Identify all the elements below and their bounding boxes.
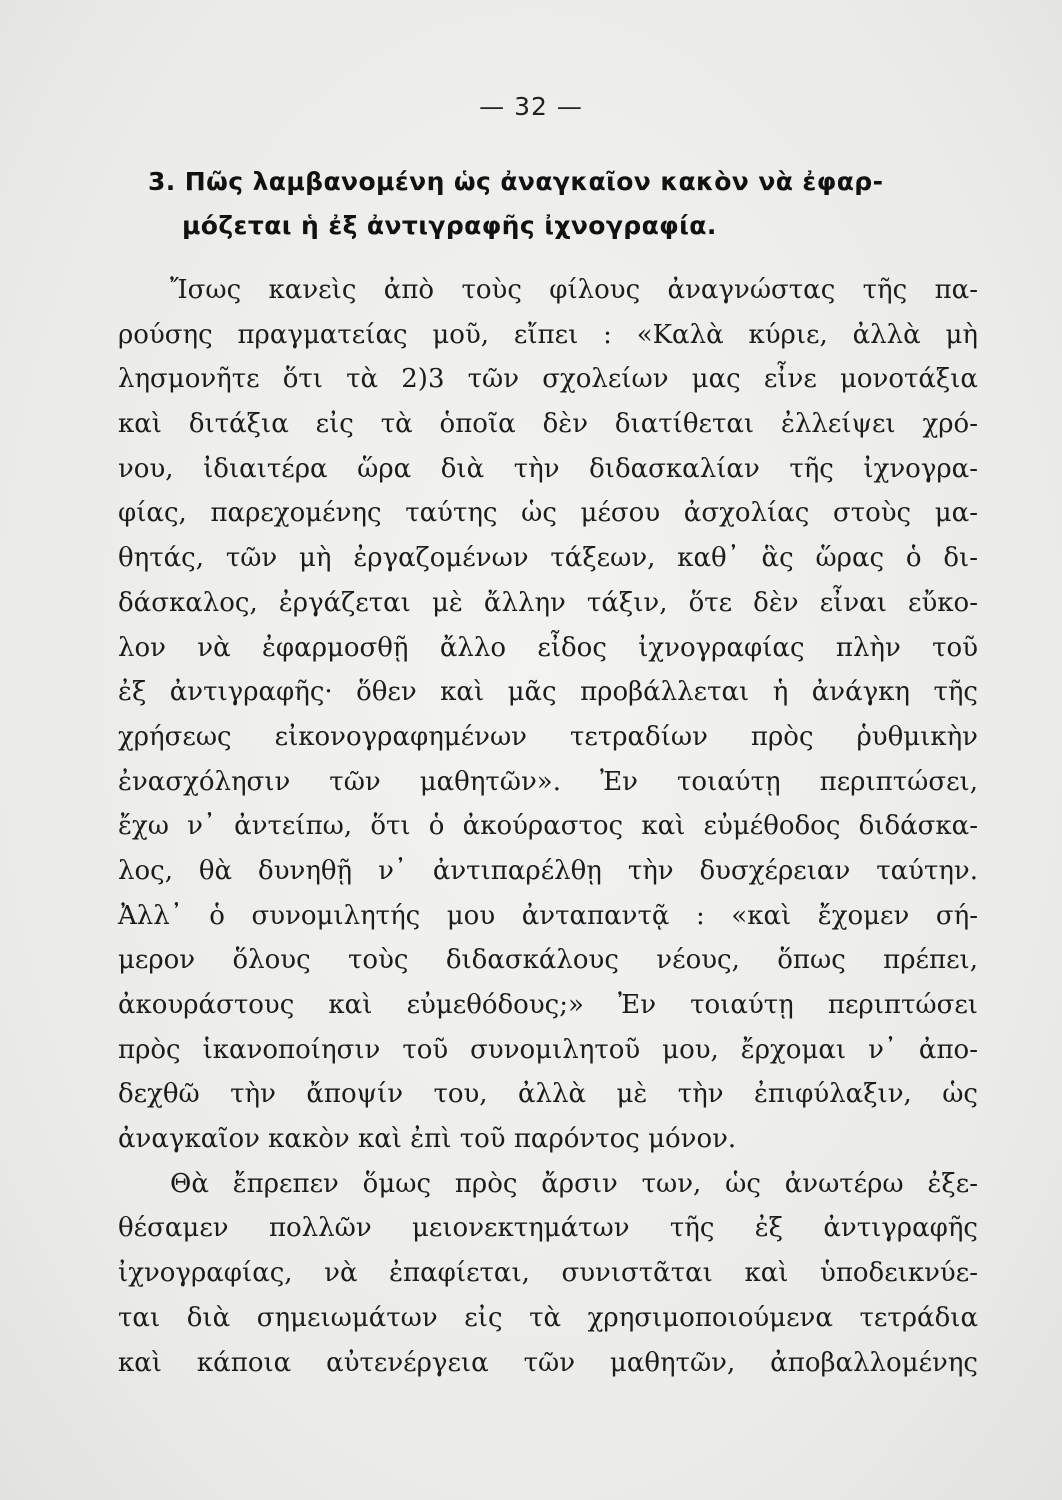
heading-line: 3. Πῶς λαμβανομένη ὡς ἀναγκαῖον κακὸν νὰ ἐφαρ- [148, 167, 884, 196]
text-line: Θὰ ἔπρεπεν ὅμως πρὸς ἄρσιν των, ὡς ἀνωτέρω ἐξε- [170, 1168, 978, 1199]
text-line: θητάς, τῶν μὴ ἐργαζομένων τάξεων, καθ᾽ ἃς ὥρας ὁ δι- [118, 543, 978, 574]
text-line: μερον ὅλους τοὺς διδασκάλους νέους, ὅπως πρέπει, [118, 945, 978, 976]
text-line: φίας, παρεχομένης ταύτης ὡς μέσου ἀσχολίας στοὺς μα- [118, 498, 978, 529]
text-line: λησμονῆτε ὅτι τὰ 2)3 τῶν σχολείων μας εἶνε μονοτάξια [118, 364, 978, 395]
text-line: νου, ἰδιαιτέρα ὥρα διὰ τὴν διδασκαλίαν τῆς ἰχνογρα- [118, 453, 978, 484]
text-line: δεχθῶ τὴν ἄποψίν του, ἀλλὰ μὲ τὴν ἐπιφύλαξιν, ὡς [118, 1079, 978, 1110]
section-heading [148, 160, 978, 248]
text-line: Ἴσως κανεὶς ἀπὸ τοὺς φίλους ἀναγνώστας τῆς πα- [170, 275, 978, 305]
paragraph-1 [118, 268, 978, 1162]
text-line: Ἀλλ᾽ ὁ συνομιλητής μου ἀνταπαντᾷ : «καὶ ἔχομεν σή- [118, 900, 978, 931]
heading-line: μόζεται ἡ ἐξ ἀντιγραφῆς ἰχνογραφία. [182, 211, 717, 240]
text-line: καὶ κάποια αὐτενέργεια τῶν μαθητῶν, ἀποβαλλομένης [118, 1347, 978, 1378]
text-line: ἀκουράστους καὶ εὐμεθόδους;» Ἐν τοιαύτῃ περιπτώσει [118, 990, 978, 1020]
text-line: ἐνασχόλησιν τῶν μαθητῶν». Ἐν τοιαύτῃ περιπτώσει, [118, 766, 978, 797]
text-line: λος, θὰ δυνηθῇ ν᾽ ἀντιπαρέλθῃ τὴν δυσχέρειαν ταύτην. [118, 855, 978, 886]
text-line: χρήσεως εἰκονογραφημένων τετραδίων πρὸς ῥυθμικὴν [118, 721, 978, 752]
text-line: ται διὰ σημειωμάτων εἰς τὰ χρησιμοποιούμενα τετράδια [118, 1302, 978, 1333]
text-line: ἐξ ἀντιγραφῆς· ὅθεν καὶ μᾶς προβάλλεται ἡ ἀνάγκη τῆς [118, 677, 978, 708]
body-text [118, 268, 978, 1385]
text-line: λον νὰ ἐφαρμοσθῇ ἄλλο εἶδος ἰχνογραφίας πλὴν τοῦ [118, 632, 978, 663]
page-number: — 32 — [479, 92, 583, 121]
text-line: πρὸς ἱκανοποίησιν τοῦ συνομιλητοῦ μου, ἔρχομαι ν᾽ ἀπο- [118, 1034, 978, 1065]
text-line: ρούσης πραγματείας μοῦ, εἴπει : «Καλὰ κύριε, ἀλλὰ μὴ [118, 319, 978, 350]
text-line: ἔχω ν᾽ ἀντείπω, ὅτι ὁ ἀκούραστος καὶ εὐμέθοδος διδάσκα- [118, 811, 978, 842]
paragraph-2 [118, 1162, 978, 1385]
text-line: ἰχνογραφίας, νὰ ἐπαφίεται, συνιστᾶται καὶ ὑποδεικνύε- [118, 1258, 978, 1289]
text-line: καὶ διτάξια εἰς τὰ ὁποῖα δὲν διατίθεται ἐλλείψει χρό- [118, 409, 978, 440]
text-line: θέσαμεν πολλῶν μειονεκτημάτων τῆς ἐξ ἀντιγραφῆς [118, 1213, 978, 1244]
text-line: δάσκαλος, ἐργάζεται μὲ ἄλλην τάξιν, ὅτε δὲν εἶναι εὔκο- [118, 587, 978, 618]
text-line: ἀναγκαῖον κακὸν καὶ ἐπὶ τοῦ παρόντος μόνον. [118, 1124, 737, 1155]
